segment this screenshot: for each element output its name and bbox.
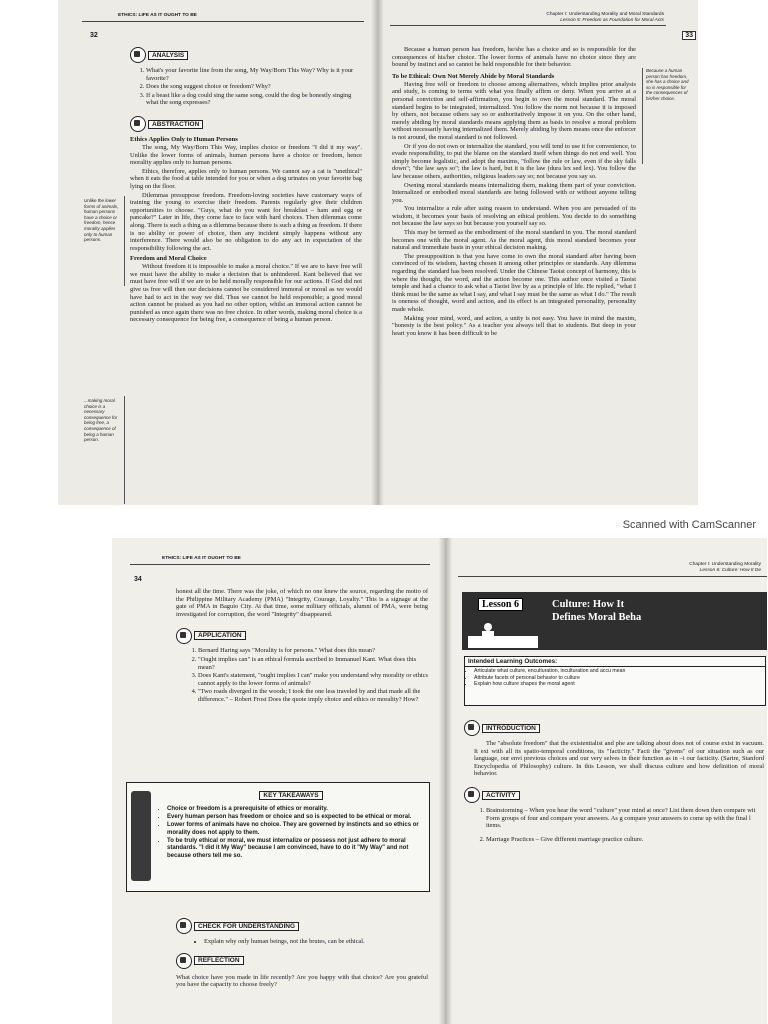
page-number: 34 xyxy=(134,576,142,583)
lesson-title: Lesson 5: Freedom as Foundation for Moral Acts xyxy=(560,17,664,23)
header-rule xyxy=(390,25,666,26)
header-rule xyxy=(82,21,364,22)
page-34 xyxy=(112,538,438,1024)
bottom-page-spread xyxy=(112,538,767,1024)
paragraph: honest all the time. There was the joke, of which no one knew the source, regarding the motto of the Philippine Military Academy (PMA) "Integrity, Courage, Loyalty." This is a signage at the gate of PMA in Baguio City. At that time, some military officials, alumni of PMA, were being investigated for corruption, the word "Integrity" disappeared. xyxy=(176,588,428,618)
analysis-question: 3. If a beast like a dog could sing the same song, could the dog be honestly singing what the song expresses? xyxy=(146,92,362,107)
application-question: 1. Bernard Haring says "Morality is for persons." What does this mean? xyxy=(198,647,428,655)
paragraph: Ethics, therefore, applies only to human persons. We cannot say a cat is "unethical" when it eats the food at table intended for you or when a dog urinates on your favorite bag lying on the floor. xyxy=(130,167,362,190)
outcome-item: • Articulate what culture, enculturation, inculturation and accu mean xyxy=(474,668,765,675)
outcome-item: • Attribute facets of personal behavior to culture xyxy=(474,675,765,682)
paragraph: This may be termed as the embodiment of the moral standard in you. The moral standard becomes one with the moral agent. As the moral agent, this moral standard becomes your natural and immediate basis in your ethical decision making. xyxy=(392,229,636,252)
check-label: CHECK FOR UNDERSTANDING xyxy=(194,922,299,931)
introduction-text: The "absolute freedom" that the existentialist and phe are talking about does not of course exist in vacuum. It exi with all its spatio-temporal conditions, its "facticity." Facti the "givens" of our situation such as our language, our envi previous choices and our very selves in their function as in –i our facticity. (Sartre, Stanford Encyclopedia of Philosophy) culture. In this Lesson, we shall discuss culture and how definition of moral behavior. xyxy=(474,740,764,778)
lesson-title: Lesson 6: Culture: How It De xyxy=(699,567,761,573)
analysis-heading xyxy=(130,46,362,64)
takeaway-item: • To be truly ethical or moral, we must internalize or possess not just adhere to moral standards. "I did it My Way" because I am convinced, have to do it "My Way" and not because others tell me so. xyxy=(167,838,425,861)
page-number: 33 xyxy=(682,32,696,39)
reflection-heading xyxy=(176,952,428,970)
outcome-item: • Explain how culture shapes the moral agent xyxy=(474,681,765,688)
page-32 xyxy=(58,0,370,505)
margin-rule xyxy=(642,68,643,164)
chapter-title: Chapter I: Understanding Morality and Moral Standards xyxy=(546,12,664,17)
checkmark-icon xyxy=(176,918,192,934)
header-rule xyxy=(130,564,430,565)
key-takeaways-content xyxy=(157,783,425,861)
paragraph: Having free will or freedom to choose among alternatives, which implies prior analysis and study, is coming to terms with what you finally affirm or deny. When you arrive at a personal conviction and self-affirmation, you begin to own the moral standard. The moral standard begins to be integrated, internalized. You follow the norm not because it is imposed by others, not because others say so or authoritatively impose it on you. On the other hand, merely abiding by moral standards means applying them as basis to resolve a moral problem without necessarily having internalized them. Merely abiding by them means once the enforcer is not around, the moral standard is not followed. xyxy=(392,80,636,141)
check-heading xyxy=(176,917,428,935)
key-icon xyxy=(176,628,192,644)
application-question: 2. "Ought implies can" is an ethical formula ascribed to Immanuel Kant. What does this mean? xyxy=(198,656,428,671)
introduction-heading xyxy=(464,719,764,737)
application-question: 3. Does Kant's statement, "ought implies I can" make you understand why morality or ethics cannot apply to the lower forms of animals? xyxy=(198,672,428,687)
introduction-label: INTRODUCTION xyxy=(482,724,540,733)
learning-outcomes-heading: Intended Learning Outcomes: xyxy=(465,657,765,667)
subheading: Ethics Applies Only to Human Persons xyxy=(130,135,238,143)
podium-icon xyxy=(468,622,538,648)
brain-icon xyxy=(130,116,146,132)
activity-label: ACTIVITY xyxy=(482,791,520,800)
analysis-question: 1. What's your favorite line from the song, My Way/Born This Way? Why is it your favorite? xyxy=(146,67,362,82)
page-32-body xyxy=(130,43,362,325)
learning-outcomes-box xyxy=(464,656,766,706)
paragraph: Because a human person has freedom, he/she has a choice and so is responsible for the consequences of his/her choice. The lower forms of animals have no choice since they are bound by instinct and so cannot be held responsible for their behavior. xyxy=(392,46,636,69)
page-35-body xyxy=(464,716,764,846)
paragraph: Dilemmas presuppose freedom. Freedom-loving societies have customary ways of training the young to exercise their freedom. Parents regularly give their children opportunities to choose. "Guys, what do you want for breakfast – ham and egg or pancake?" Later in life, they come face to face with hard choices. Then dilemmas come along. There is such a thing as a dilemma because there is such a thing as freedom. If there is no ability or power of choice, then any incident simply happens without any interference. There would also be no obligation to do any act in expectation of the responsibility following the act. xyxy=(130,191,362,252)
thinking-face-icon xyxy=(176,953,192,969)
key-takeaways-list xyxy=(157,806,425,861)
lesson-heading-line: Defines Moral Beha xyxy=(552,612,642,623)
paragraph: You internalize a rule after using reason to understand. When you are persuaded of its wisdom, it becomes your basis of resolving an ethical problem. You decide to do something not because the law says so but because you yourself say so. xyxy=(392,205,636,228)
camscanner-watermark: Scanned with CamScanner xyxy=(622,519,756,531)
margin-note: ...making moral choice is a necessary consequence for being free, a consequence of being a human person. xyxy=(84,398,118,443)
running-header: ETHICS: LIFE AS IT OUGHT TO BE xyxy=(118,13,197,18)
application-questions xyxy=(176,647,428,703)
top-page-spread xyxy=(58,0,698,505)
takeaway-item: • Choice or freedom is a prerequisite of ethics or morality. xyxy=(167,806,425,814)
margin-note: Because a human person has freedom, she has a choice and so is responsible for the consequences of his/her choice. xyxy=(646,68,689,101)
lesson-heading xyxy=(552,598,641,624)
page-35 xyxy=(452,538,767,1024)
reflection-text: What choice have you made in life recently? Are you happy with that choice? Are you grateful you have the capacity to choose freely? xyxy=(176,973,428,989)
magnifier-icon xyxy=(130,47,146,63)
abstraction-label: ABSTRACTION xyxy=(148,120,203,129)
group-activity-icon xyxy=(464,787,480,803)
paragraph: Making your mind, word, and action, a unity is not easy. You have in mind the maxim, "honesty is the best policy." As a teacher you always tell that to students. But deep in your heart you know it has been difficult to be xyxy=(392,314,636,337)
application-heading xyxy=(176,626,428,644)
key-takeaways-box xyxy=(126,782,430,892)
check-item: • Explain why only human beings, not the brutes, can be ethical. xyxy=(204,938,428,946)
presenter-icon xyxy=(464,720,480,736)
lesson-heading-line: Culture: How It xyxy=(552,599,625,610)
activity-item: 1. Brainstorming – When you hear the word "culture" your mind at once? List them down then compare wit Form groups of four and compare your answers. As g compare your answers to come up with the final l items. xyxy=(486,807,764,830)
margin-note: Unlike the lower forms of animals, human persons have a choice or freedom, hence morality applies only to human persons. xyxy=(84,198,119,243)
book-gutter xyxy=(438,538,452,1024)
paragraph: Or if you do not own or internalize the standard, you will tend to use it for convenience, to evade responsibility, to put the blame on the standard itself when things do not end well. You simply become legalistic, and adopt the maxims, "follow the rule or law, even if the sky falls down"; "the law says so"; the law is hard, but it is the law (dura lex sed lex). You follow the law because others, authorities, religious leaders say so; not because you say so. xyxy=(392,142,636,180)
subheading: To be Ethical: Own Not Merely Abide by Moral Standards xyxy=(392,72,555,80)
key-takeaways-heading: KEY TAKEAWAYS xyxy=(157,786,425,804)
lesson-banner xyxy=(462,592,767,650)
margin-rule xyxy=(124,196,125,286)
chapter-title: Chapter I: Understanding Morality xyxy=(689,562,761,567)
paragraph: Without freedom it is impossible to make a moral choice." If we are to have free will we must have the ability to make a decision that is unhindered. Kant believed that we must have free will if we are to be held morally responsible for our actions. If God did not give us free will then our decisions cannot be considered immoral or moral as we would have had to act in the way we did. Thus we cannot be held responsible; a good moral action cannot be praised as you had no other option, whilst an immoral action cannot be punished as once again there was no free choice. In other words, making moral choice is a necessary consequence for being free, a consequence of being a human person. xyxy=(130,263,362,324)
page-number: 32 xyxy=(90,32,98,39)
subheading: Freedom and Moral Choice xyxy=(130,255,207,263)
running-header xyxy=(689,562,761,573)
takeaway-item: • Lower forms of animals have no choice. They are governed by instincts and so ethics or morality does not apply to them. xyxy=(167,822,425,837)
page-34-lower xyxy=(176,914,428,990)
header-rule xyxy=(458,576,767,577)
activity-item: 2. Marriage Practices – Give different marriage practice culture. xyxy=(486,836,764,844)
pencil-illustration xyxy=(131,791,151,881)
paragraph: The presupposition is that you have come to own the moral standard after having been convinced of its wisdom, having chosen it among other principles or standards. Any dilemma regarding the standard has been resolved. Under the Chinese Taoist concept of harmony, this is where the thought, the word, and the action become one. This author once visited a Taoist temple and had a chance to ask what a Taoist live by as a principle of life. He replied, "what I think must be the same as what I say, and what I say must be the same as what I do." The result is oneness of thought, word and action, and its effect is an integrated personality, personality made whole. xyxy=(392,252,636,313)
application-label: APPLICATION xyxy=(194,631,246,640)
check-list xyxy=(176,938,428,946)
running-header xyxy=(546,12,664,23)
book-gutter xyxy=(370,0,384,505)
takeaway-item: • Every human person has freedom or choice and so is expected to be ethical or moral. xyxy=(167,814,425,822)
paragraph: The song, My Way/Born This Way, implies choice or freedom "I did it my way". Unlike the lower forms of animals, human persons have a choice or freedom, hence morality applies only to human persons. xyxy=(130,143,362,167)
reflection-label: REFLECTION xyxy=(194,956,244,965)
page-34-body xyxy=(176,588,428,707)
paragraph: Owning moral standards means internalizing them, making them part of your conviction. Internalized or embodied moral standards are being followed with or without anyone telling you. xyxy=(392,181,636,204)
lesson-number: Lesson 6 xyxy=(478,598,523,611)
application-question: 4. "Two roads diverged in the woods; I took the one less traveled by and that made all the difference." – Robert Frost Does the quote imply choice and ethics or morality? How? xyxy=(198,688,428,703)
analysis-questions xyxy=(130,67,362,107)
analysis-label: ANALYSIS xyxy=(148,51,188,60)
abstraction-heading xyxy=(130,115,362,133)
analysis-question: 2. Does the song suggest choice or freedom? Why? xyxy=(146,83,362,91)
page-33 xyxy=(384,0,698,505)
activity-list xyxy=(464,807,764,843)
running-header: ETHICS: LIFE AS IT OUGHT TO BE xyxy=(162,556,241,561)
margin-rule xyxy=(124,396,125,504)
page-33-body xyxy=(392,46,636,338)
activity-heading xyxy=(464,786,764,804)
learning-outcomes-list xyxy=(465,668,765,688)
